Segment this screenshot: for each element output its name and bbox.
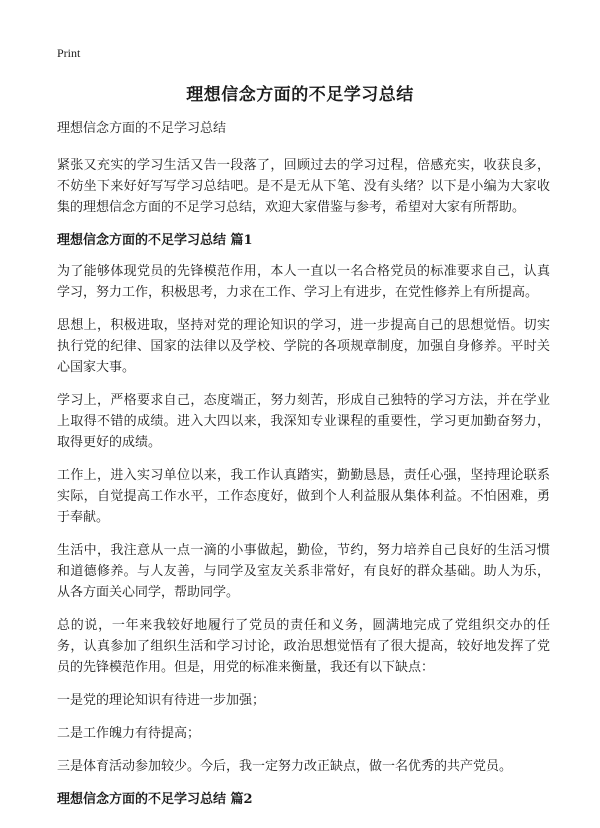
paragraph: 二是工作魄力有待提高； bbox=[57, 726, 201, 741]
section-heading-2: 理想信念方面的不足学习总结 篇2 bbox=[57, 792, 253, 807]
page-title: 理想信念方面的不足学习总结 bbox=[186, 85, 414, 105]
paragraph: 思想上，积极进取，坚持对党的理论知识的学习，进一步提高自己的思想觉悟。切实执行党的纪律、国家的法律以及学校、学院的各项规章制度，加强自身修养。平时关心国家大事。 bbox=[57, 318, 550, 375]
paragraph: 学习上，严格要求自己，态度端正，努力刻苦，形成自己独特的学习方法，并在学业上取得不错的成绩。进入大四以来，我深知专业课程的重要性，学习更加勤奋努力，取得更好的成绩。 bbox=[57, 393, 550, 450]
document-body bbox=[57, 118, 550, 820]
paragraph: 生活中，我注意从一点一滴的小事做起，勤俭，节约，努力培养自己良好的生活习惯和道德修养。与人友善，与同学及室友关系非常好，有良好的群众基础。助人为乐，从各方面关心同学，帮助同学。 bbox=[57, 543, 550, 600]
intro-paragraph: 紧张又充实的学习生活又告一段落了，回顾过去的学习过程，倍感充实，收获良多，不妨坐下来好好写写学习总结吧。是不是无从下笔、没有头绪？以下是小编为大家收集的理想信念方面的不足学习总结，欢迎大家借鉴与参考，希望对大家有所帮助。 bbox=[57, 158, 550, 215]
paragraph: 一是党的理论知识有待进一步加强； bbox=[57, 693, 266, 708]
paragraph: 为了能够体现党员的先锋模范作用，本人一直以一名合格党员的标准要求自己，认真学习，努力工作，积极思考，力求在工作、学习上有进步，在党性修养上有所提高。 bbox=[57, 264, 550, 300]
paragraph: 三是体育活动参加较少。今后，我一定努力改正缺点，做一名优秀的共产党员。 bbox=[57, 759, 513, 774]
paragraph: 工作上，进入实习单位以来，我工作认真踏实，勤勤恳恳，责任心强，坚持理论联系实际，自觉提高工作水平，工作态度好，做到个人利益服从集体利益。不怕困难，勇于奉献。 bbox=[57, 468, 550, 525]
print-label: Print bbox=[57, 46, 81, 60]
section-heading-1: 理想信念方面的不足学习总结 篇1 bbox=[57, 233, 253, 248]
subtitle: 理想信念方面的不足学习总结 bbox=[57, 121, 227, 136]
paragraph: 总的说，一年来我较好地履行了党员的责任和义务，圆满地完成了党组织交办的任务，认真参加了组织生活和学习讨论，政治思想觉悟有了很大提高，较好地发挥了党员的先锋模范作用。但是，用党的标准来衡量，我还有以下缺点： bbox=[57, 618, 550, 675]
